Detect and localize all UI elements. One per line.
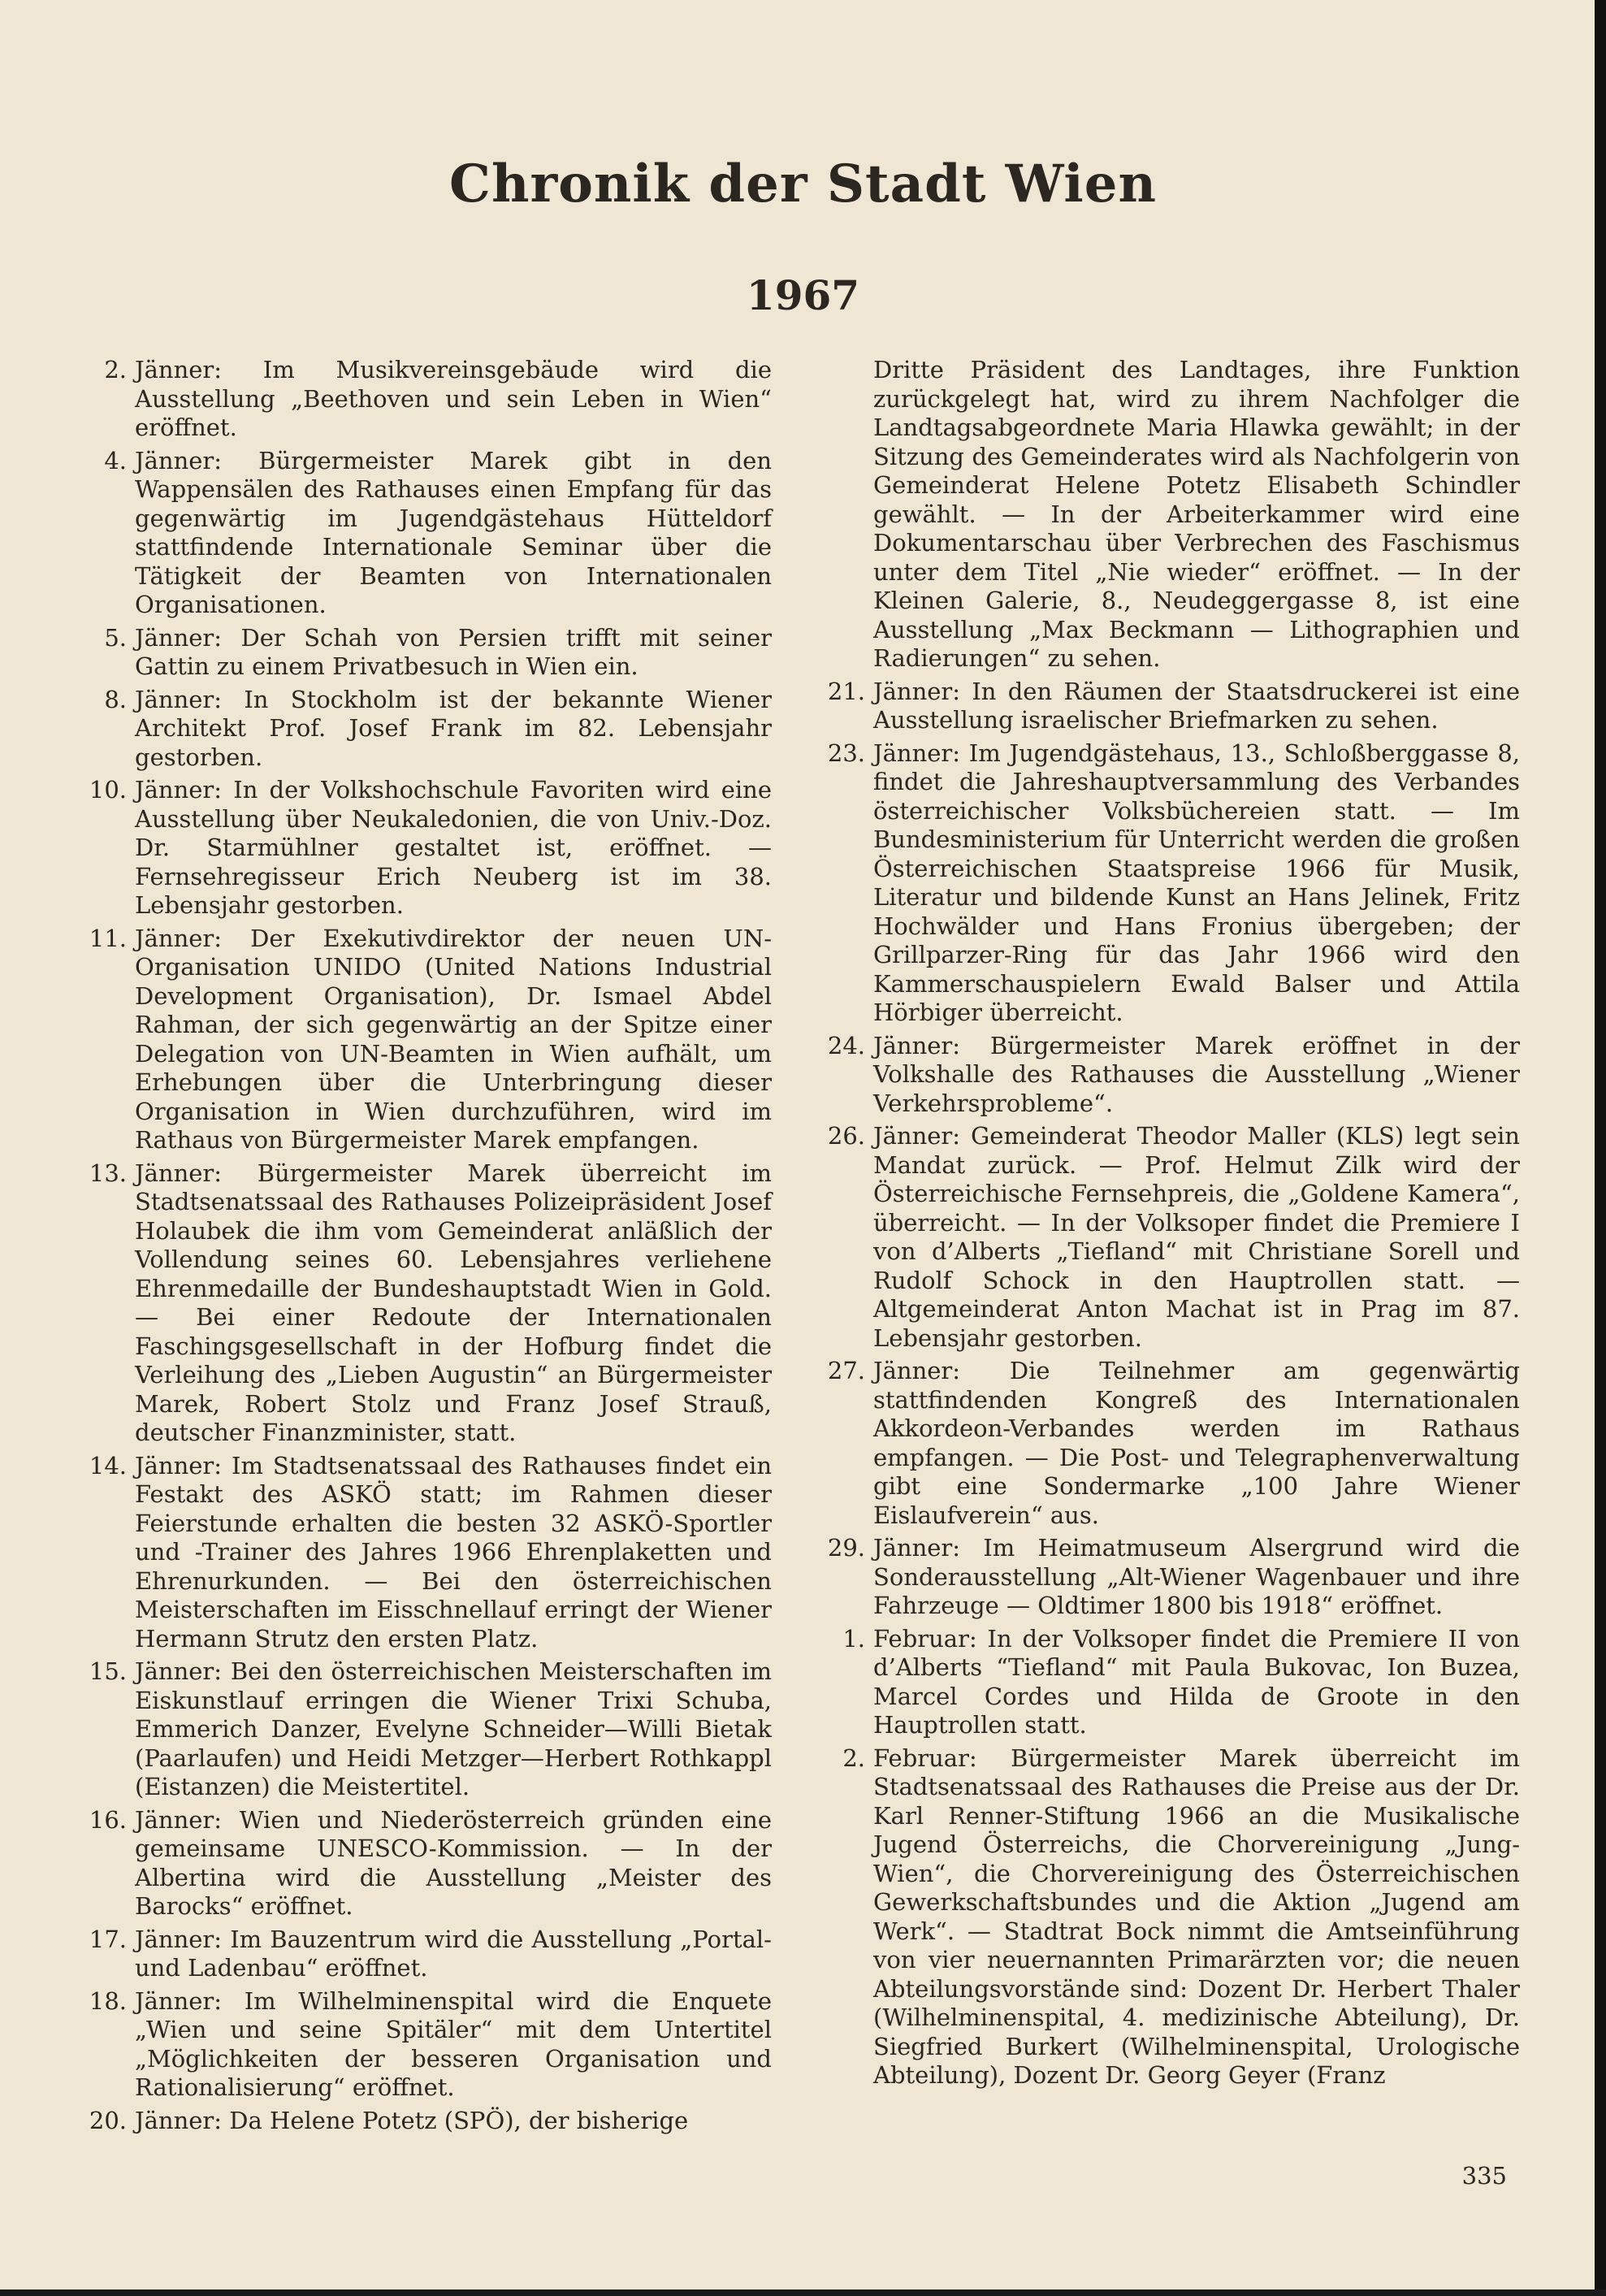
entry-text: Jänner: Die Teilnehmer am gegenwärtig stattfindenden Kongreß des Internationalen Akkordeon-Verbandes werden im Rathaus empfangen. — Die Post- und Telegraphenverwaltung gibt eine Sondermarke „100 Jahre Wiener Eislaufverein“ aus. bbox=[873, 1357, 1520, 1529]
entry-text: Jänner: Im Musikvereinsgebäude wird die Ausstellung „Beethoven und sein Leben in Wien“ eröffnet. bbox=[135, 356, 772, 441]
entry-day: 26. bbox=[827, 1122, 865, 1150]
chronicle-entry bbox=[81, 1926, 772, 1983]
chronicle-entry bbox=[81, 776, 772, 921]
entry-text: Jänner: Der Schah von Persien trifft mit seiner Gattin zu einem Privatbesuch in Wien ein. bbox=[135, 623, 772, 680]
entry-day: 24. bbox=[827, 1031, 865, 1059]
entry-text: Jänner: Bürgermeister Marek gibt in den Wappensälen des Rathauses einen Empfang für das gegenwärtig im Jugendgästehaus Hütteldorf stattfindende Internationale Seminar über die Tätigkeit der Beamten von Internationalen Organisationen. bbox=[135, 446, 772, 618]
entry-day bbox=[820, 356, 873, 674]
chronicle-entry bbox=[81, 1806, 772, 1921]
entry-text: Jänner: Wien und Niederösterreich gründen eine gemeinsame UNESCO-Kommission. — In der Albertina wird die Ausstellung „Meister des Barocks“ eröffnet. bbox=[135, 1805, 772, 1920]
entry-text: Februar: Bürgermeister Marek überreicht im Stadtsenatssaal des Rathauses die Preise aus der Dr. Karl Renner-Stiftung 1966 an die Musikalische Jugend Österreichs, die Chorvereinigung „Jung-Wien“, die Chorvereinigung des Österreichischen Gewerkschaftsbundes und die Aktion „Jugend am Werk“. — Stadtrat Bock nimmt die Amtseinführung von vier neuernannten Primarärzten vor; die neuen Abteilungsvorstände sind: Dozent Dr. Herbert Thaler (Wilhelminenspital, 4. medizinische Abteilung), Dr. Siegfried Burkert (Wilhelminenspital, Urologische Abteilung), Dozent Dr. Georg Geyer (Franz bbox=[873, 1744, 1520, 2089]
entry-text: Jänner: Im Bauzentrum wird die Ausstellung „Portal- und Ladenbau“ eröffnet. bbox=[135, 1925, 772, 1982]
entry-day: 21. bbox=[827, 677, 865, 705]
year-heading: 1967 bbox=[746, 271, 860, 319]
chronicle-entry bbox=[81, 1987, 772, 2103]
entry-day: 14. bbox=[89, 1451, 127, 1479]
entry-day: 20. bbox=[89, 2106, 127, 2134]
entry-day: 29. bbox=[827, 1534, 865, 1562]
chronicle-entry bbox=[81, 447, 772, 620]
entry-day: 4. bbox=[104, 446, 127, 474]
entry-day: 1. bbox=[842, 1624, 865, 1653]
entry-text: Jänner: In Stockholm ist der bekannte Wiener Architekt Prof. Josef Frank im 82. Lebensjahr gestorben. bbox=[135, 685, 772, 771]
chronicle-entry bbox=[820, 1357, 1520, 1530]
chronicle-entry-continued bbox=[820, 356, 1520, 674]
chronicle-entry bbox=[820, 1122, 1520, 1353]
entry-day: 11. bbox=[89, 924, 127, 952]
entry-day: 8. bbox=[104, 685, 127, 713]
chronicle-entry bbox=[81, 624, 772, 682]
entry-text: Dritte Präsident des Landtages, ihre Funktion zurückgelegt hat, wird zu ihrem Nachfolger die Landtagsabgeordnete Maria Hlawka gewählt; in der Sitzung des Gemeinderates wird als Nachfolgerin von Gemeinderat Helene Potetz Elisabeth Schindler gewählt. — In der Arbeiterkammer wird eine Dokumentarschau über Verbrechen des Faschismus unter dem Titel „Nie wieder“ eröffnet. — In der Kleinen Galerie, 8., Neudeggergasse 8, ist eine Ausstellung „Max Beckmann — Lithographien und Radierungen“ zu sehen. bbox=[873, 356, 1520, 672]
entry-text: Jänner: Da Helene Potetz (SPÖ), der bisherige bbox=[135, 2106, 689, 2134]
entry-text: Jänner: Bürgermeister Marek eröffnet in der Volkshalle des Rathauses die Ausstellung „Wiener Verkehrsprobleme“. bbox=[873, 1031, 1520, 1117]
entry-day: 27. bbox=[827, 1357, 865, 1384]
chronicle-entry bbox=[81, 1159, 772, 1448]
entry-text: Jänner: Bei den österreichischen Meisterschaften im Eiskunstlauf erringen die Wiener Trixi Schuba, Emmerich Danzer, Evelyne Schneider—Willi Bietak (Paarlaufen) und Heidi Metzger—Herbert Rothkappl (Eistanzen) die Meistertitel. bbox=[135, 1657, 772, 1800]
entry-text: Jänner: Bürgermeister Marek überreicht im Stadtsenatssaal des Rathauses Polizeipräsident Josef Holaubek die ihm vom Gemeinderat anläßlich der Vollendung seines 60. Lebensjahres verliehene Ehrenmedaille der Bundeshauptstadt Wien in Gold. — Bei einer Redoute der Internationalen Faschingsgesellschaft in der Hofburg findet die Verleihung des „Lieben Augustin“ an Bürgermeister Marek, Robert Stolz und Franz Josef Strauß, deutscher Finanzminister, statt. bbox=[135, 1159, 772, 1446]
chronicle-entry bbox=[820, 1744, 1520, 2090]
chronicle-entry bbox=[820, 1534, 1520, 1621]
entry-text: Jänner: In den Räumen der Staatsdruckerei ist eine Ausstellung israelischer Briefmarken zu sehen. bbox=[873, 677, 1520, 734]
chronicle-entry bbox=[81, 925, 772, 1155]
chronicle-entry bbox=[81, 686, 772, 773]
entry-day: 2. bbox=[104, 356, 127, 383]
chronicle-entry bbox=[81, 2107, 772, 2136]
chronicle-entry bbox=[81, 1452, 772, 1654]
right-column bbox=[820, 356, 1520, 2095]
scan-edge-bottom bbox=[0, 2290, 1606, 2296]
page-number: 335 bbox=[1461, 2162, 1507, 2190]
scan-edge-right bbox=[1595, 0, 1606, 2296]
chronicle-entry bbox=[820, 1625, 1520, 1740]
entry-day: 23. bbox=[827, 739, 865, 767]
page-title: Chronik der Stadt Wien bbox=[449, 153, 1157, 214]
entry-day: 13. bbox=[89, 1159, 127, 1187]
entry-text: Jänner: Im Stadtsenatssaal des Rathauses findet ein Festakt des ASKÖ statt; im Rahmen dieser Feierstunde erhalten die besten 32 ASKÖ-Sportler und -Trainer des Jahres 1966 Ehrenplaketten und Ehrenurkunden. — Bei den österreichischen Meisterschaften im Eisschnellauf erringt der Wiener Hermann Strutz den ersten Platz. bbox=[135, 1451, 772, 1653]
entry-text: Jänner: In der Volkshochschule Favoriten wird eine Ausstellung über Neukaledonien, die von Univ.-Doz. Dr. Starmühlner gestaltet ist, eröffnet. — Fernsehregisseur Erich Neuberg ist im 38. Lebensjahr gestorben. bbox=[135, 776, 772, 919]
entry-day: 10. bbox=[89, 776, 127, 804]
entry-day: 17. bbox=[89, 1925, 127, 1953]
chronicle-entry bbox=[820, 1032, 1520, 1119]
entry-day: 2. bbox=[842, 1744, 865, 1772]
entry-text: Jänner: Gemeinderat Theodor Maller (KLS) legt sein Mandat zurück. — Prof. Helmut Zilk wird der Österreichische Fernsehpreis, die „Goldene Kamera“, überreicht. — In der Volksoper findet die Premiere I von d’Alberts „Tiefland“ mit Christiane Sorell und Rudolf Schock in den Hauptrollen statt. — Altgemeinderat Anton Machat ist in Prag im 87. Lebensjahr gestorben. bbox=[873, 1122, 1520, 1352]
entry-day: 15. bbox=[89, 1657, 127, 1685]
entry-day: 16. bbox=[89, 1805, 127, 1834]
entry-text: Jänner: Im Wilhelminenspital wird die Enquete „Wien und seine Spitäler“ mit dem Untertitel „Möglichkeiten der besseren Organisation und Rationalisierung“ eröffnet. bbox=[135, 1986, 772, 2101]
entry-day: 5. bbox=[104, 623, 127, 652]
entry-text: Jänner: Im Jugendgästehaus, 13., Schloßberggasse 8, findet die Jahreshauptversammlung des Verbandes österreichischer Volksbüchereien statt. — Im Bundesministerium für Unterricht werden die großen Österreichischen Staatspreise 1966 für Musik, Literatur und bildende Kunst an Hans Jelinek, Fritz Hochwälder und Hans Fronius übergeben; der Grillparzer-Ring für das Jahr 1966 wird den Kammerschauspielern Ewald Balser und Attila Hörbiger überreicht. bbox=[873, 739, 1520, 1026]
chronicle-entry bbox=[81, 1657, 772, 1802]
chronicle-entry bbox=[820, 678, 1520, 735]
entry-text: Jänner: Der Exekutivdirektor der neuen UN-Organisation UNIDO (United Nations Industrial Development Organisation), Dr. Ismael Abdel Rahman, der sich gegenwärtig an der Spitze einer Delegation von UN-Beamten in Wien aufhält, um Erhebungen über die Unterbringung dieser Organisation in Wien durchzuführen, wird im Rathaus von Bürgermeister Marek empfangen. bbox=[135, 924, 772, 1154]
chronicle-entry bbox=[820, 739, 1520, 1028]
entry-day: 18. bbox=[89, 1986, 127, 2015]
left-column bbox=[81, 356, 772, 2139]
entry-text: Jänner: Im Heimatmuseum Alsergrund wird die Sonderausstellung „Alt-Wiener Wagenbauer und ihre Fahrzeuge — Oldtimer 1800 bis 1918“ eröffnet. bbox=[873, 1534, 1520, 1619]
entry-text: Februar: In der Volksoper findet die Premiere II von d’Alberts “Tiefland“ mit Paula Bukovac, Ion Buzea, Marcel Cordes und Hilda de Groote in den Hauptrollen statt. bbox=[873, 1624, 1520, 1739]
chronicle-entry bbox=[81, 356, 772, 443]
